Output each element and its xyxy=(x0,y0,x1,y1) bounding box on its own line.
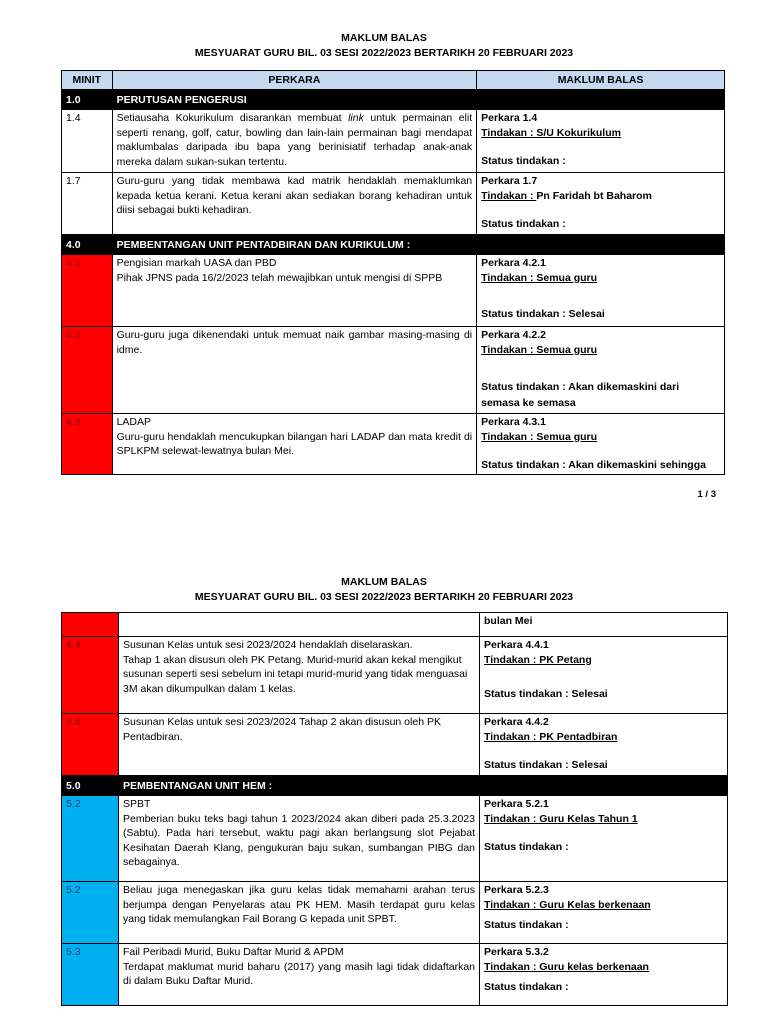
minutes-table-page2 xyxy=(61,612,728,1006)
table-row xyxy=(62,414,725,475)
status-tindakan: Status tindakan : xyxy=(484,841,569,853)
section-row-5 xyxy=(62,776,728,796)
table-row xyxy=(62,796,728,882)
tindakan: Tindakan : Guru kelas berkenaan xyxy=(484,960,649,973)
table-row xyxy=(62,255,725,327)
perkara-ref: Perkara 5.3.2 xyxy=(484,946,549,958)
section-number: 1.0 xyxy=(62,90,113,110)
section-title: PERUTUSAN PENGERUSI xyxy=(112,90,724,110)
feedback-cell xyxy=(480,882,728,944)
minute-number: 5.3 xyxy=(62,944,119,1006)
feedback-cell xyxy=(477,255,725,327)
col-perkara: PERKARA xyxy=(112,71,477,90)
item-text: Beliau juga menegaskan jika guru kelas tidak memahami arahan terus berjumpa dengan Penyelaras atau PK HEM. Masih terdapat guru kelas yang tidak memulangkan Fail Borang G kepada unit SPBT. xyxy=(119,882,480,944)
feedback-cell xyxy=(480,613,728,637)
minute-number: 5.2 xyxy=(62,796,119,882)
table-row xyxy=(62,327,725,414)
table-row xyxy=(62,882,728,944)
tindakan: Tindakan : Guru Kelas berkenaan xyxy=(484,898,651,911)
document-subtitle: MESYUARAT GURU BIL. 03 SESI 2022/2023 BERTARIKH 20 FEBRUARI 2023 xyxy=(194,591,574,603)
item-text: Guru-guru yang tidak membawa kad matrik hendaklah memaklumkan kepada ketua kerani. Ketua kerani akan sediakan borang kehadiran untuk diisi sebagai bukti kehadiran. xyxy=(112,173,477,235)
minute-number: 1.7 xyxy=(62,173,113,235)
section-row-1 xyxy=(62,90,725,110)
status-tindakan: Status tindakan : Selesai xyxy=(481,308,605,320)
item-text: SPBT Pemberian buku teks bagi tahun 1 2023/2024 akan diberi pada 25.3.2023 (Sabtu). Pada hari tersebut, waktu pagi akan berlangsung slot Pejabat Kesihatan Daerah Klang, pengukuran baju sukan, sumbangan PIBG dan sebagainya. xyxy=(119,796,480,882)
tindakan: Tindakan : PK Petang xyxy=(484,653,592,666)
tindakan: Tindakan : PK Pentadbiran xyxy=(484,730,618,743)
item-text: Setiausaha Kokurikulum disarankan membuat link untuk permainan elit seperti renang, golf, catur, bowling dan lain-lain permainan bagi mendapat maklumbalas daripada ibu bapa yang berinisiatif terhadap anak-anak mereka dalam sukan-sukan tertentu. xyxy=(112,110,477,173)
section-number: 4.0 xyxy=(62,235,113,255)
page-number: 1 / 3 xyxy=(697,489,716,500)
item-text: LADAP Guru-guru hendaklah mencukupkan bilangan hari LADAP dan mata kredit di SPLKPM selewat-lewatnya bulan Mei. xyxy=(112,414,477,475)
status-tindakan: Status tindakan : xyxy=(481,155,566,167)
perkara-ref: Perkara 4.4.2 xyxy=(484,716,549,728)
feedback-cell xyxy=(480,714,728,776)
minute-number: 4.2 xyxy=(62,255,113,327)
feedback-cell xyxy=(477,414,725,475)
status-tindakan: Status tindakan : Akan dikemaskini sehingga xyxy=(481,459,706,471)
tindakan: Tindakan : Semua guru xyxy=(481,430,598,443)
document-title: MAKLUM BALAS xyxy=(341,576,427,588)
document-title: MAKLUM BALAS xyxy=(341,32,427,44)
item-text: Susunan Kelas untuk sesi 2023/2024 Tahap 2 akan disusun oleh PK Pentadbiran. xyxy=(119,714,480,776)
status-tindakan: Status tindakan : Selesai xyxy=(484,688,608,700)
minute-number: 4.2 xyxy=(62,327,113,414)
perkara-ref: Perkara 4.4.1 xyxy=(484,639,549,651)
feedback-cell xyxy=(477,173,725,235)
section-number: 5.0 xyxy=(62,776,119,796)
minute-number: 1.4 xyxy=(62,110,113,173)
perkara-ref: Perkara 5.2.3 xyxy=(484,884,549,896)
col-maklum-balas: MAKLUM BALAS xyxy=(477,71,725,90)
status-tindakan: Status tindakan : Selesai xyxy=(484,759,608,771)
status-tindakan: Status tindakan : xyxy=(484,919,569,931)
status-continuation: bulan Mei xyxy=(484,615,533,627)
perkara-ref: Perkara 1.4 xyxy=(481,112,538,124)
table-row xyxy=(62,173,725,235)
section-title: PEMBENTANGAN UNIT PENTADBIRAN DAN KURIKULUM : xyxy=(112,235,724,255)
feedback-cell xyxy=(477,327,725,414)
tindakan: Tindakan : Semua guru xyxy=(481,271,598,284)
perkara-ref: Perkara 4.3.1 xyxy=(481,416,546,428)
table-row xyxy=(62,110,725,173)
section-title: PEMBENTANGAN UNIT HEM : xyxy=(119,776,728,796)
item-text: Guru-guru juga dikenendaki untuk memuat naik gambar masing-masing di idme. xyxy=(112,327,477,414)
status-tindakan: Status tindakan : xyxy=(481,218,566,230)
item-text: Pengisian markah UASA dan PBD Pihak JPNS pada 16/2/2023 telah mewajibkan untuk mengisi di SPPB xyxy=(112,255,477,327)
perkara-ref: Perkara 5.2.1 xyxy=(484,798,549,810)
perkara-ref: Perkara 4.2.2 xyxy=(481,329,546,341)
perkara-ref: Perkara 4.2.1 xyxy=(481,257,546,269)
document-header xyxy=(0,31,768,61)
feedback-cell xyxy=(480,796,728,882)
col-minit: MINIT xyxy=(62,71,113,90)
status-tindakan: Status tindakan : Akan dikemaskini dari semasa ke semasa xyxy=(481,381,680,409)
document-header-page2 xyxy=(0,575,768,605)
item-text: Fail Peribadi Murid, Buku Daftar Murid & APDM Terdapat maklumat murid baharu (2017) yang masih lagi tidak didaftarkan di dalam Buku Daftar Murid. xyxy=(119,944,480,1006)
perkara-ref: Perkara 1.7 xyxy=(481,175,538,187)
item-text: Susunan Kelas untuk sesi 2023/2024 hendaklah diselaraskan. Tahap 1 akan disusun oleh PK Petang. Murid-murid akan kekal mengikut susunan seperti sesi sebelum ini tetapi murid-murid yang tidak menguasai 3M akan dikumpulkan dalam 1 kelas. xyxy=(119,637,480,714)
table-row-continuation xyxy=(62,613,728,637)
tindakan: Tindakan : S/U Kokurikulum xyxy=(481,126,621,139)
feedback-cell xyxy=(480,637,728,714)
feedback-cell xyxy=(477,110,725,173)
feedback-cell xyxy=(480,944,728,1006)
table-row xyxy=(62,944,728,1006)
minutes-table-page1 xyxy=(61,70,725,475)
tindakan: Tindakan : Guru Kelas Tahun 1 xyxy=(484,812,638,825)
column-header-row xyxy=(62,71,725,90)
minute-number: 4.4 xyxy=(62,714,119,776)
tindakan: Tindakan : Pn Faridah bt Baharom xyxy=(481,189,652,202)
section-row-4 xyxy=(62,235,725,255)
table-row xyxy=(62,637,728,714)
minute-number: 5.2 xyxy=(62,882,119,944)
minute-number: 4.4 xyxy=(62,637,119,714)
table-row xyxy=(62,714,728,776)
document-subtitle: MESYUARAT GURU BIL. 03 SESI 2022/2023 BERTARIKH 20 FEBRUARI 2023 xyxy=(194,47,574,59)
tindakan: Tindakan : Semua guru xyxy=(481,343,598,356)
status-tindakan: Status tindakan : xyxy=(484,981,569,993)
minute-number: 4.3 xyxy=(62,414,113,475)
